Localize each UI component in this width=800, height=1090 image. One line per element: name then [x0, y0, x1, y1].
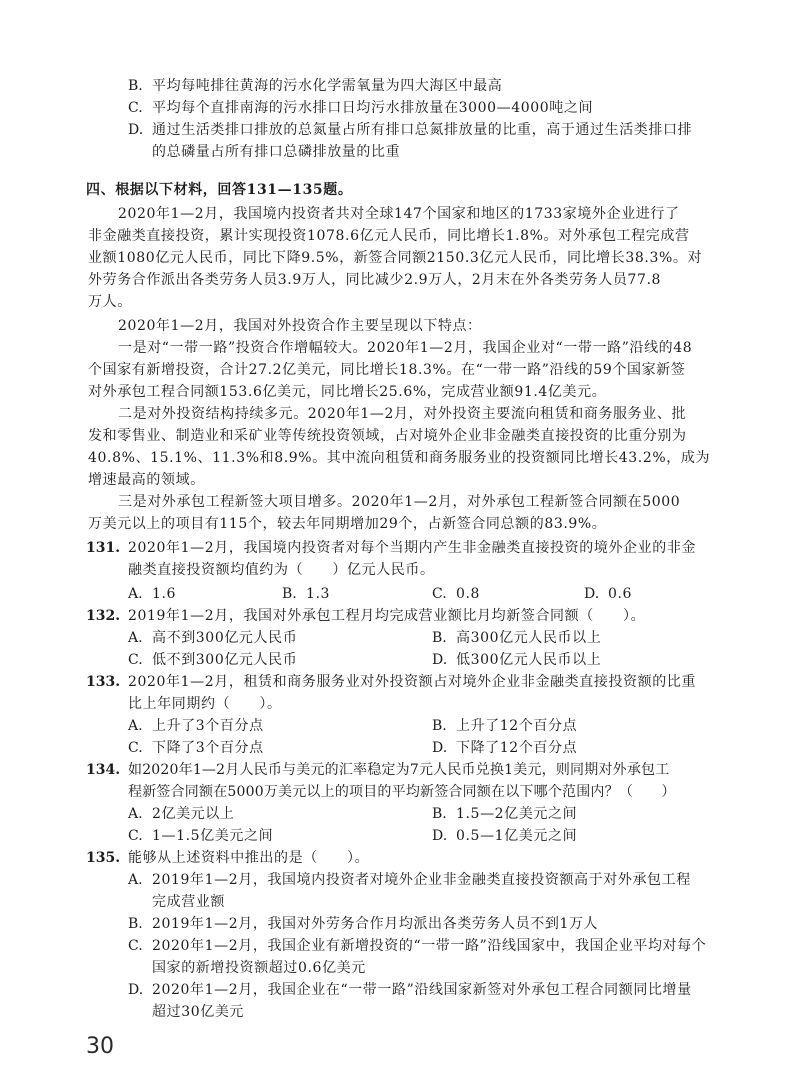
option-label: B. — [128, 78, 143, 94]
option-text: 2020年1—2月，我国企业有新增投资的“一带一路”沿线国家中，我国企业平均对每个 — [152, 938, 707, 954]
question-stem: 如2020年1—2月人民币与美元的汇率稳定为7元人民币兑换1美元，则同期对外承包工 — [128, 762, 670, 778]
option-label: B. — [128, 916, 143, 932]
option-text: 平均每个直排南海的污水排口日均污水排放量在3000—4000吨之间 — [152, 100, 594, 116]
option-label: C. — [128, 938, 143, 954]
material-line: 2020年1—2月，我国境内投资者共对全球147个国家和地区的1733家境外企业进行了 — [118, 206, 680, 222]
material-line: 万美元以上的项目有115个，较去年同期增加29个，占新签合同总额的83.9%。 — [88, 516, 607, 532]
option-text: 上升了3个百分点 — [152, 718, 264, 734]
option-label: B. — [432, 806, 447, 822]
question-number: 133. — [86, 674, 121, 690]
option-label: D. — [584, 586, 600, 602]
option-text: 1—1.5亿美元之间 — [152, 828, 274, 844]
option-text: 低不到300亿元人民币 — [152, 652, 298, 668]
option-text: 2019年1—2月，我国境内投资者对境外企业非金融类直接投资额高于对外承包工程 — [152, 872, 691, 888]
material-line: 增速最高的领域。 — [88, 472, 205, 488]
question-number: 135. — [86, 850, 121, 866]
option-label: A. — [128, 872, 143, 888]
option-label: D. — [128, 982, 144, 998]
question-stem: 2019年1—2月，我国对外承包工程月均完成营业额比月均新签合同额（ ）。 — [128, 608, 646, 624]
material-line: 万人。 — [88, 294, 132, 310]
question-number: 134. — [86, 762, 121, 778]
option-text: 高不到300亿元人民币 — [152, 630, 298, 646]
option-text: 1.3 — [306, 586, 331, 602]
option-text: 国家的新增投资额超过0.6亿美元 — [152, 960, 366, 976]
option-text: 2019年1—2月，我国对外劳务合作月均派出各类劳务人员不到1万人 — [152, 916, 599, 932]
material-line: 二是对外投资结构持续多元。2020年1—2月，对外投资主要流向租赁和商务服务业、批 — [118, 406, 687, 422]
option-text: 下降了12个百分点 — [456, 740, 578, 756]
material-line: 一是对“一带一路”投资合作增幅较大。2020年1—2月，我国企业对“一带一路”沿线的48 — [118, 340, 693, 356]
option-label: C. — [432, 586, 447, 602]
question-stem: 2020年1—2月，我国境内投资者对每个当期内产生非金融类直接投资的境外企业的非金 — [128, 540, 697, 556]
option-text: 0.5—1亿美元之间 — [456, 828, 578, 844]
option-text: 上升了12个百分点 — [456, 718, 578, 734]
question-stem: 融类直接投资额均值约为（ ）亿元人民币。 — [128, 562, 435, 578]
option-text: 0.8 — [456, 586, 481, 602]
option-text: 平均每吨排往黄海的污水化学需氧量为四大海区中最高 — [152, 78, 503, 94]
option-text: 的总磷量占所有排口总磷排放量的比重 — [152, 144, 401, 160]
question-number: 132. — [86, 608, 121, 624]
material-line: 发和零售业、制造业和采矿业等传统投资领域，占对境外企业非金融类直接投资的比重分别为 — [88, 428, 687, 444]
question-stem: 程新签合同额在5000万美元以上的项目的平均新签合同额在以下哪个范围内？（ ） — [128, 784, 676, 800]
material-line: 对外承包工程合同额153.6亿美元，同比增长25.6%，完成营业额91.4亿美元。 — [88, 384, 607, 400]
option-text: 0.6 — [608, 586, 633, 602]
option-text: 1.5—2亿美元之间 — [456, 806, 578, 822]
option-label: D. — [432, 652, 448, 668]
option-label: D. — [128, 122, 144, 138]
option-label: A. — [128, 630, 143, 646]
question-stem: 比上年同期约（ ）。 — [128, 696, 282, 712]
page-number: 30 — [86, 1034, 114, 1059]
option-text: 低300亿元人民币以上 — [456, 652, 602, 668]
option-text: 高300亿元人民币以上 — [456, 630, 602, 646]
question-stem: 能够从上述资料中推出的是（ ）。 — [128, 850, 370, 866]
option-text: 2亿美元以上 — [152, 806, 235, 822]
option-label: A. — [128, 586, 143, 602]
section-title: 四、根据以下材料，回答131—135题。 — [86, 182, 353, 198]
material-line: 业额1080亿元人民币，同比下降9.5%，新签合同额2150.3亿元人民币，同比增长38.3%。对 — [88, 250, 703, 266]
option-label: A. — [128, 718, 143, 734]
option-text: 1.6 — [152, 586, 177, 602]
option-label: C. — [128, 740, 143, 756]
option-label: D. — [432, 828, 448, 844]
option-label: B. — [432, 630, 447, 646]
option-text: 完成营业额 — [152, 894, 225, 910]
question-stem: 2020年1—2月，租赁和商务服务业对外投资额占对境外企业非金融类直接投资额的比重 — [128, 674, 697, 690]
option-label: B. — [432, 718, 447, 734]
option-label: C. — [128, 652, 143, 668]
material-line: 2020年1—2月，我国对外投资合作主要呈现以下特点： — [118, 318, 482, 334]
material-line: 个国家有新增投资，合计27.2亿美元，同比增长18.3%。在“一带一路”沿线的59个国家新签 — [88, 362, 686, 378]
option-text: 通过生活类排口排放的总氮量占所有排口总氮排放量的比重，高于通过生活类排口排 — [152, 122, 693, 138]
option-label: A. — [128, 806, 143, 822]
option-text: 超过30亿美元 — [152, 1004, 245, 1020]
option-text: 下降了3个百分点 — [152, 740, 264, 756]
option-label: D. — [432, 740, 448, 756]
material-line: 外劳务合作派出各类劳务人员3.9万人，同比减少2.9万人，2月末在外各类劳务人员77.8 — [88, 272, 662, 288]
material-line: 非金融类直接投资，累计实现投资1078.6亿元人民币，同比增长1.8%。对外承包工程完成营 — [88, 228, 690, 244]
material-line: 三是对外承包工程新签大项目增多。2020年1—2月，对外承包工程新签合同额在5000 — [118, 494, 681, 510]
option-label: B. — [282, 586, 297, 602]
material-line: 40.8%、15.1%、11.3%和8.9%。其中流向租赁和商务服务业的投资额同比增长43.2%，成为 — [88, 450, 711, 466]
question-number: 131. — [86, 540, 121, 556]
option-label: C. — [128, 828, 143, 844]
option-label: C. — [128, 100, 143, 116]
option-text: 2020年1—2月，我国企业在“一带一路”沿线国家新签对外承包工程合同额同比增量 — [152, 982, 692, 998]
